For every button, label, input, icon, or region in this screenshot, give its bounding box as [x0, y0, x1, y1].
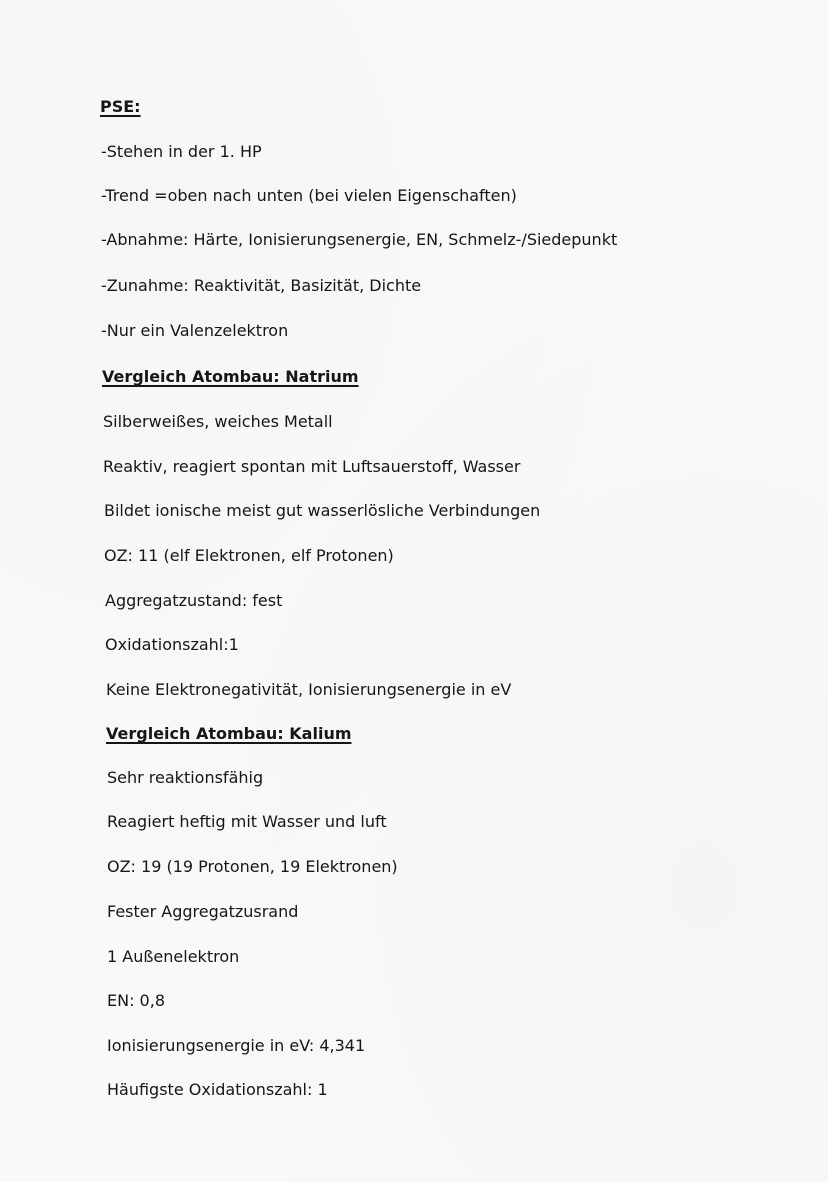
text-line: -Zunahme: Reaktivität, Basizität, Dichte: [101, 276, 422, 295]
text-line: Silberweißes, weiches Metall: [103, 412, 333, 431]
text-line: OZ: 11 (elf Elektronen, elf Protonen): [104, 546, 394, 565]
text-line: OZ: 19 (19 Protonen, 19 Elektronen): [107, 857, 398, 876]
text-line: 1 Außenelektron: [107, 947, 240, 966]
text-line: -Stehen in der 1. HP: [101, 142, 262, 161]
heading-pse: PSE:: [100, 97, 141, 116]
text-line: Sehr reaktionsfähig: [107, 768, 264, 787]
text-line: Reagiert heftig mit Wasser und luft: [107, 812, 387, 831]
text-line: Oxidationszahl:1: [105, 635, 239, 654]
text-line: Fester Aggregatzusrand: [107, 902, 299, 921]
text-line: Häufigste Oxidationszahl: 1: [107, 1080, 328, 1099]
text-line: -Trend =oben nach unten (bei vielen Eigenschaften): [101, 186, 517, 205]
heading-natrium: Vergleich Atombau: Natrium: [102, 367, 359, 386]
text-line: Ionisierungsenergie in eV: 4,341: [107, 1036, 366, 1055]
heading-kalium: Vergleich Atombau: Kalium: [106, 724, 352, 743]
text-line: Bildet ionische meist gut wasserlösliche Verbindungen: [104, 501, 541, 520]
text-line: -Nur ein Valenzelektron: [101, 321, 289, 340]
text-line: EN: 0,8: [107, 991, 165, 1010]
text-line: Reaktiv, reagiert spontan mit Luftsauerstoff, Wasser: [103, 457, 521, 476]
text-line: Keine Elektronegativität, Ionisierungsenergie in eV: [106, 680, 512, 699]
text-line: -Abnahme: Härte, Ionisierungsenergie, EN, Schmelz-/Siedepunkt: [101, 230, 618, 249]
text-line: Aggregatzustand: fest: [105, 591, 283, 610]
